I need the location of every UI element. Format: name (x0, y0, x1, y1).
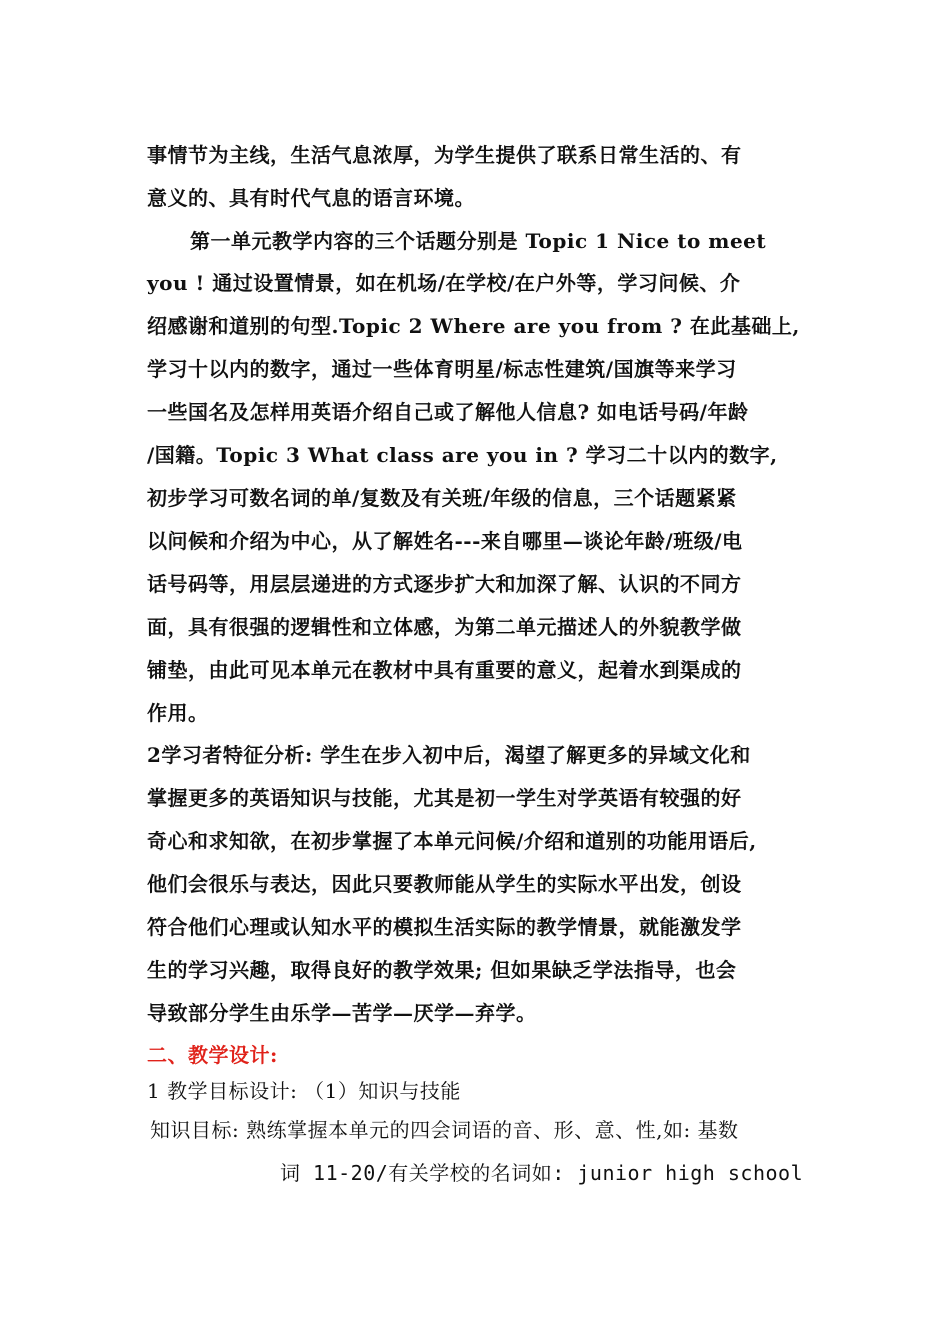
paragraph-2-line-3: 绍感谢和道别的句型.Topic 2 Where are you from ? 在此基础上, (147, 314, 800, 338)
paragraph-1-line-1: 事情节为主线，生活气息浓厚，为学生提供了联系日常生活的、有 (147, 143, 742, 167)
knowledge-goal-line-2: 词 11-20/有关学校的名词如: junior high school (280, 1161, 804, 1185)
paragraph-3-line-3: 奇心和求知欲，在初步掌握了本单元问候/介绍和道别的功能用语后, (147, 829, 757, 853)
paragraph-2-line-12: 作用。 (147, 701, 209, 725)
paragraph-2-line-2: you ! 通过设置情景，如在机场/在学校/在户外等，学习问候、介 (147, 271, 741, 295)
paragraph-2-line-8: 以问候和介绍为中心，从了解姓名---来自哪里—谈论年龄/班级/电 (147, 529, 743, 553)
paragraph-1-line-2: 意义的、具有时代气息的语言环境。 (147, 186, 475, 210)
knowledge-goal-line-1: 知识目标: 熟练掌握本单元的四会词语的音、形、意、性,如: 基数 (150, 1118, 739, 1142)
paragraph-2-line-4: 学习十以内的数字，通过一些体育明星/标志性建筑/国旗等来学习 (147, 357, 737, 381)
paragraph-2-line-10: 面，具有很强的逻辑性和立体感，为第二单元描述人的外貌教学做 (147, 615, 742, 639)
paragraph-3-line-7: 导致部分学生由乐学—苦学—厌学—弃学。 (147, 1001, 537, 1025)
paragraph-3-line-6: 生的学习兴趣，取得良好的教学效果; 但如果缺乏学法指导，也会 (147, 958, 737, 982)
paragraph-3-line-2: 掌握更多的英语知识与技能，尤其是初一学生对学英语有较强的好 (147, 786, 742, 810)
section-heading: 二、教学设计: (147, 1043, 278, 1067)
paragraph-2-line-5: 一些国名及怎样用英语介绍自己或了解他人信息? 如电话号码/年龄 (147, 400, 749, 424)
paragraph-2-line-9: 话号码等，用层层递进的方式逐步扩大和加深了解、认识的不同方 (147, 572, 742, 596)
paragraph-3-line-1: 2学习者特征分析: 学生在步入初中后，渴望了解更多的异域文化和 (147, 743, 751, 767)
paragraph-2-line-11: 铺垫，由此可见本单元在教材中具有重要的意义，起着水到渠成的 (147, 658, 742, 682)
paragraph-3-line-4: 他们会很乐与表达，因此只要教师能从学生的实际水平出发，创设 (147, 872, 742, 896)
paragraph-2-line-7: 初步学习可数名词的单/复数及有关班/年级的信息，三个话题紧紧 (147, 486, 737, 510)
subsection-heading: 1 教学目标设计: （1）知识与技能 (147, 1079, 461, 1103)
paragraph-3-line-5: 符合他们心理或认知水平的模拟生活实际的教学情景，就能激发学 (147, 915, 742, 939)
paragraph-2-line-1: 第一单元教学内容的三个话题分别是 Topic 1 Nice to meet (190, 229, 767, 253)
paragraph-2-line-6: /国籍。Topic 3 What class are you in ? 学习二十以内的数字, (147, 443, 778, 467)
